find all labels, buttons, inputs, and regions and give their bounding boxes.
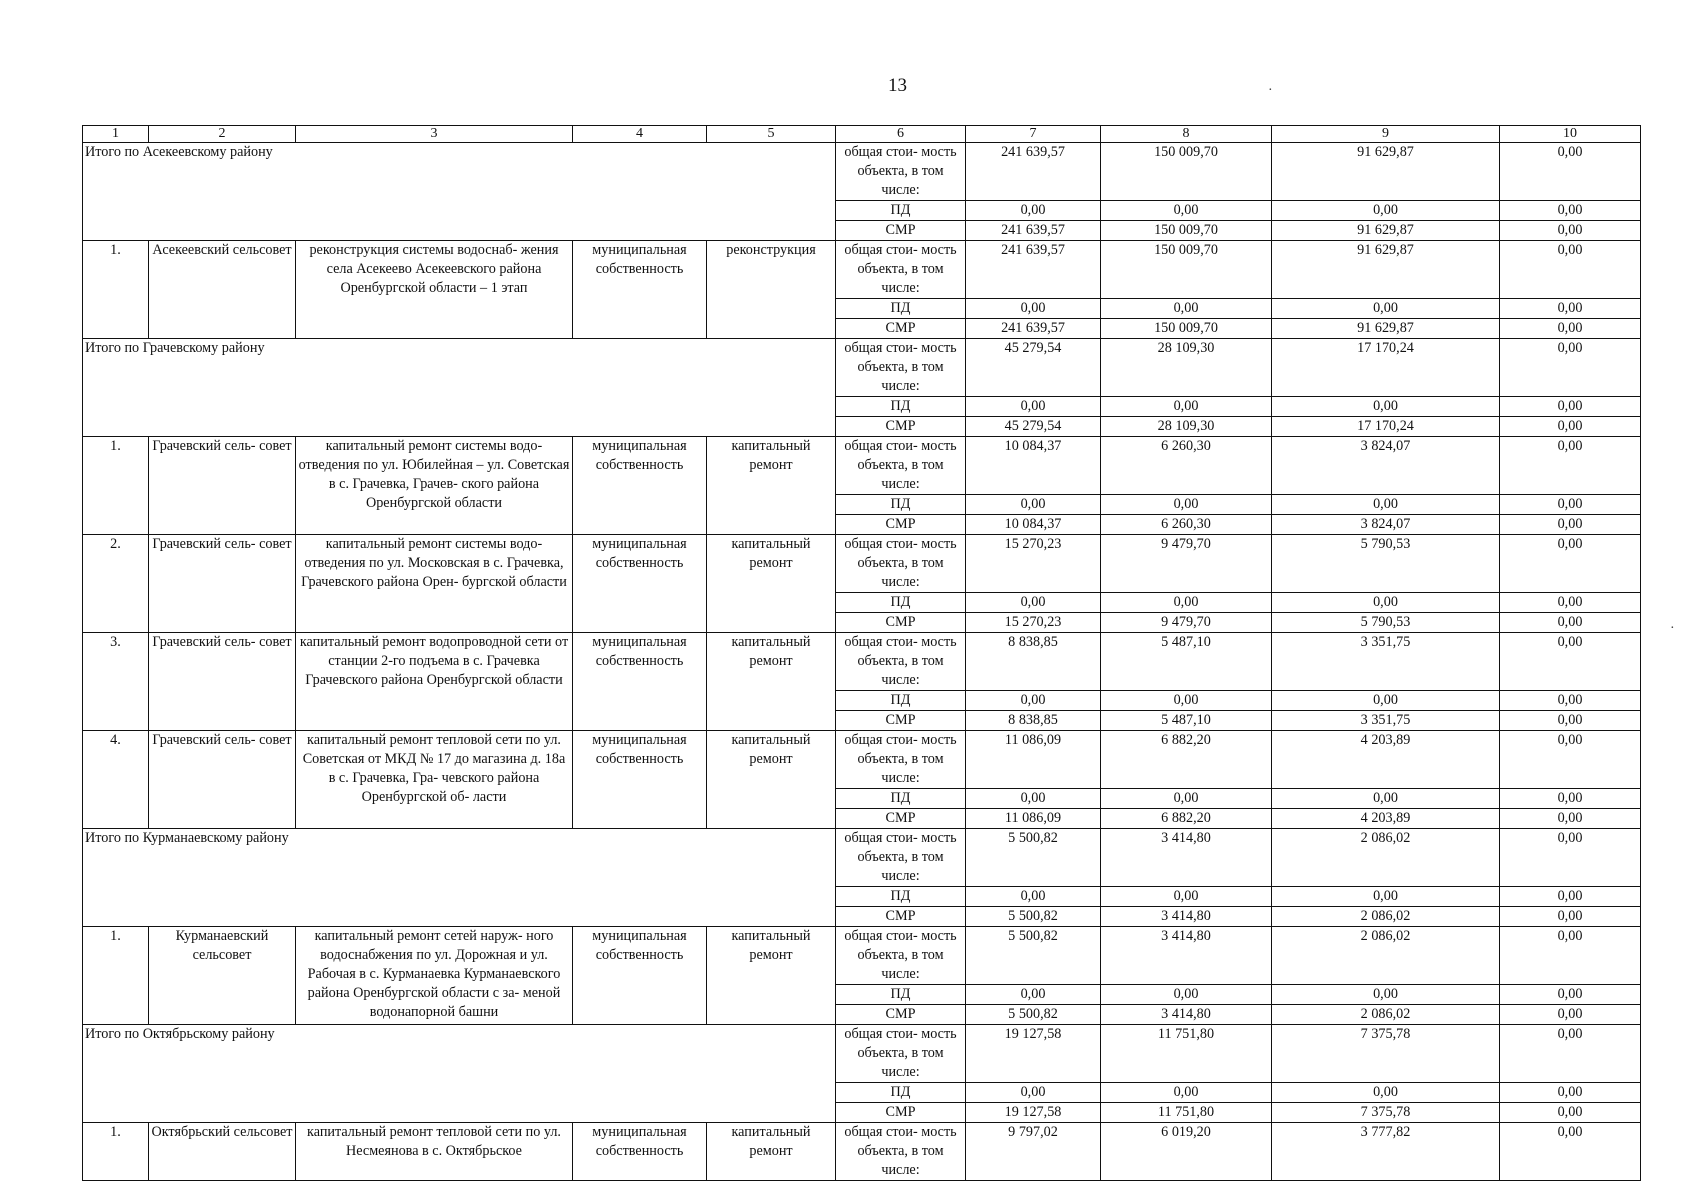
amount-cell: 9 479,70 [1101, 613, 1272, 633]
amount-cell: 45 279,54 [966, 417, 1101, 437]
design-label: ПД [836, 887, 966, 907]
amount-cell: 5 500,82 [966, 907, 1101, 927]
amount-cell: 91 629,87 [1272, 143, 1500, 201]
amount-cell: 91 629,87 [1272, 319, 1500, 339]
amount-cell: 6 260,30 [1101, 515, 1272, 535]
district-total-label: Итого по Асекеевскому району [83, 143, 836, 241]
construction-label: СМР [836, 711, 966, 731]
total-cost-label: общая стои- мость объекта, в том числе: [836, 927, 966, 985]
amount-cell: 241 639,57 [966, 221, 1101, 241]
work-type: реконструкция [707, 241, 836, 339]
column-number: 8 [1101, 126, 1272, 143]
district-total-label: Итого по Курманаевскому району [83, 829, 836, 927]
amount-cell: 17 170,24 [1272, 417, 1500, 437]
amount-cell: 0,00 [1101, 299, 1272, 319]
column-number: 4 [573, 126, 707, 143]
amount-cell: 6 019,20 [1101, 1123, 1272, 1181]
ownership-type: муниципальная собственность [573, 535, 707, 633]
amount-cell: 3 824,07 [1272, 437, 1500, 495]
amount-cell: 0,00 [1500, 143, 1641, 201]
amount-cell: 0,00 [966, 593, 1101, 613]
total-cost-label: общая стои- мость объекта, в том числе: [836, 143, 966, 201]
amount-cell: 0,00 [1500, 515, 1641, 535]
amount-cell: 5 790,53 [1272, 613, 1500, 633]
amount-cell: 11 751,80 [1101, 1103, 1272, 1123]
amount-cell: 0,00 [1500, 1005, 1641, 1025]
construction-label: СМР [836, 1005, 966, 1025]
amount-cell: 9 479,70 [1101, 535, 1272, 593]
total-cost-label: общая стои- мость объекта, в том числе: [836, 339, 966, 397]
amount-cell: 0,00 [1500, 907, 1641, 927]
project-row [83, 1123, 1641, 1181]
project-description: капитальный ремонт водопроводной сети от станции 2-го подъема в с. Грачевка Грачевского района Оренбургской области [296, 633, 573, 731]
district-total-row [83, 1025, 1641, 1083]
column-number: 2 [149, 126, 296, 143]
design-label: ПД [836, 789, 966, 809]
district-total-row [83, 829, 1641, 887]
total-cost-label: общая стои- мость объекта, в том числе: [836, 535, 966, 593]
amount-cell: 2 086,02 [1272, 1005, 1500, 1025]
amount-cell: 0,00 [966, 299, 1101, 319]
project-description: капитальный ремонт сетей наруж- ного водоснабжения по ул. Дорожная и ул. Рабочая в с. Курманаевка Курманаевского района Оренбургской области с за- меной водонапорной башни [296, 927, 573, 1025]
amount-cell: 6 882,20 [1101, 809, 1272, 829]
amount-cell: 0,00 [1500, 437, 1641, 495]
amount-cell: 3 351,75 [1272, 711, 1500, 731]
ownership-type: муниципальная собственность [573, 241, 707, 339]
municipality-name: Грачевский сель- совет [149, 731, 296, 829]
municipality-name: Октябрьский сельсовет [149, 1123, 296, 1181]
project-description: капитальный ремонт тепловой сети по ул. Советская от МКД № 17 до магазина д. 18а в с. Грачевка, Гра- чевского района Оренбургской об- ласти [296, 731, 573, 829]
project-row [83, 731, 1641, 789]
design-label: ПД [836, 985, 966, 1005]
construction-label: СМР [836, 319, 966, 339]
amount-cell: 0,00 [1272, 887, 1500, 907]
amount-cell: 150 009,70 [1101, 241, 1272, 299]
amount-cell: 0,00 [1272, 495, 1500, 515]
project-description: капитальный ремонт тепловой сети по ул. Несмеянова в с. Октябрьское [296, 1123, 573, 1181]
amount-cell: 28 109,30 [1101, 417, 1272, 437]
district-total-row [83, 339, 1641, 397]
amount-cell: 0,00 [1500, 887, 1641, 907]
design-label: ПД [836, 201, 966, 221]
amount-cell: 0,00 [1500, 985, 1641, 1005]
scan-mark: · [1268, 83, 1273, 98]
design-label: ПД [836, 397, 966, 417]
amount-cell: 0,00 [1500, 829, 1641, 887]
scan-mark: · [1670, 621, 1675, 636]
amount-cell: 0,00 [1272, 397, 1500, 417]
amount-cell: 0,00 [1500, 221, 1641, 241]
column-number: 6 [836, 126, 966, 143]
project-row [83, 535, 1641, 593]
district-total-label: Итого по Октябрьскому району [83, 1025, 836, 1123]
page-number: 13 [888, 75, 907, 96]
column-number: 9 [1272, 126, 1500, 143]
amount-cell: 0,00 [966, 397, 1101, 417]
work-type: капитальный ремонт [707, 731, 836, 829]
column-number-row [83, 126, 1641, 143]
amount-cell: 150 009,70 [1101, 143, 1272, 201]
amount-cell: 3 824,07 [1272, 515, 1500, 535]
amount-cell: 5 500,82 [966, 829, 1101, 887]
amount-cell: 0,00 [1272, 201, 1500, 221]
amount-cell: 15 270,23 [966, 535, 1101, 593]
amount-cell: 0,00 [1500, 1083, 1641, 1103]
design-label: ПД [836, 495, 966, 515]
amount-cell: 0,00 [1101, 887, 1272, 907]
amount-cell: 0,00 [1500, 691, 1641, 711]
amount-cell: 45 279,54 [966, 339, 1101, 397]
amount-cell: 4 203,89 [1272, 809, 1500, 829]
amount-cell: 150 009,70 [1101, 319, 1272, 339]
total-cost-label: общая стои- мость объекта, в том числе: [836, 1025, 966, 1083]
municipality-name: Грачевский сель- совет [149, 437, 296, 535]
amount-cell: 0,00 [1500, 495, 1641, 515]
amount-cell: 0,00 [1500, 319, 1641, 339]
item-number: 1. [83, 927, 149, 1025]
amount-cell: 0,00 [1500, 417, 1641, 437]
amount-cell: 0,00 [966, 985, 1101, 1005]
amount-cell: 241 639,57 [966, 143, 1101, 201]
amount-cell: 19 127,58 [966, 1103, 1101, 1123]
amount-cell: 2 086,02 [1272, 829, 1500, 887]
design-label: ПД [836, 1083, 966, 1103]
amount-cell: 0,00 [1500, 711, 1641, 731]
amount-cell: 91 629,87 [1272, 221, 1500, 241]
amount-cell: 0,00 [1500, 613, 1641, 633]
amount-cell: 0,00 [1500, 809, 1641, 829]
amount-cell: 7 375,78 [1272, 1103, 1500, 1123]
amount-cell: 3 351,75 [1272, 633, 1500, 691]
amount-cell: 28 109,30 [1101, 339, 1272, 397]
amount-cell: 0,00 [1101, 985, 1272, 1005]
column-number: 7 [966, 126, 1101, 143]
construction-label: СМР [836, 417, 966, 437]
amount-cell: 0,00 [1500, 241, 1641, 299]
amount-cell: 0,00 [1500, 339, 1641, 397]
design-label: ПД [836, 593, 966, 613]
amount-cell: 0,00 [1101, 691, 1272, 711]
amount-cell: 0,00 [1272, 1083, 1500, 1103]
amount-cell: 0,00 [966, 201, 1101, 221]
ownership-type: муниципальная собственность [573, 437, 707, 535]
column-number: 5 [707, 126, 836, 143]
total-cost-label: общая стои- мость объекта, в том числе: [836, 829, 966, 887]
amount-cell: 91 629,87 [1272, 241, 1500, 299]
amount-cell: 5 500,82 [966, 927, 1101, 985]
item-number: 3. [83, 633, 149, 731]
amount-cell: 0,00 [1500, 593, 1641, 613]
amount-cell: 0,00 [1272, 593, 1500, 613]
item-number: 4. [83, 731, 149, 829]
column-number: 1 [83, 126, 149, 143]
project-row [83, 927, 1641, 985]
amount-cell: 0,00 [1500, 927, 1641, 985]
construction-label: СМР [836, 809, 966, 829]
amount-cell: 0,00 [1500, 1103, 1641, 1123]
amount-cell: 0,00 [966, 691, 1101, 711]
amount-cell: 9 797,02 [966, 1123, 1101, 1181]
work-type: капитальный ремонт [707, 535, 836, 633]
district-total-row [83, 143, 1641, 201]
project-row [83, 241, 1641, 299]
total-cost-label: общая стои- мость объекта, в том числе: [836, 731, 966, 789]
item-number: 2. [83, 535, 149, 633]
total-cost-label: общая стои- мость объекта, в том числе: [836, 633, 966, 691]
amount-cell: 0,00 [1500, 397, 1641, 417]
work-type: капитальный ремонт [707, 927, 836, 1025]
amount-cell: 8 838,85 [966, 711, 1101, 731]
construction-label: СМР [836, 1103, 966, 1123]
amount-cell: 6 260,30 [1101, 437, 1272, 495]
amount-cell: 0,00 [1272, 299, 1500, 319]
municipality-name: Грачевский сель- совет [149, 633, 296, 731]
amount-cell: 0,00 [1500, 633, 1641, 691]
municipality-name: Асекеевский сельсовет [149, 241, 296, 339]
amount-cell: 2 086,02 [1272, 927, 1500, 985]
amount-cell: 241 639,57 [966, 241, 1101, 299]
amount-cell: 0,00 [966, 495, 1101, 515]
amount-cell: 3 414,80 [1101, 907, 1272, 927]
item-number: 1. [83, 437, 149, 535]
amount-cell: 2 086,02 [1272, 907, 1500, 927]
amount-cell: 5 487,10 [1101, 711, 1272, 731]
amount-cell: 11 086,09 [966, 731, 1101, 789]
amount-cell: 0,00 [1101, 495, 1272, 515]
amount-cell: 0,00 [1272, 789, 1500, 809]
amount-cell: 3 414,80 [1101, 829, 1272, 887]
project-row [83, 437, 1641, 495]
amount-cell: 8 838,85 [966, 633, 1101, 691]
amount-cell: 0,00 [1101, 201, 1272, 221]
amount-cell: 5 500,82 [966, 1005, 1101, 1025]
total-cost-label: общая стои- мость объекта, в том числе: [836, 1123, 966, 1181]
amount-cell: 6 882,20 [1101, 731, 1272, 789]
project-description: капитальный ремонт системы водо- отведения по ул. Московская в с. Грачевка, Грачевского района Орен- бургской области [296, 535, 573, 633]
ownership-type: муниципальная собственность [573, 1123, 707, 1181]
amount-cell: 0,00 [1500, 789, 1641, 809]
design-label: ПД [836, 691, 966, 711]
amount-cell: 5 790,53 [1272, 535, 1500, 593]
project-description: реконструкция системы водоснаб- жения села Асекеево Асекеевского района Оренбургской области – 1 этап [296, 241, 573, 339]
item-number: 1. [83, 1123, 149, 1181]
amount-cell: 10 084,37 [966, 437, 1101, 495]
total-cost-label: общая стои- мость объекта, в том числе: [836, 437, 966, 495]
amount-cell: 0,00 [966, 1083, 1101, 1103]
construction-label: СМР [836, 907, 966, 927]
amount-cell: 3 414,80 [1101, 1005, 1272, 1025]
amount-cell: 0,00 [1101, 1083, 1272, 1103]
amount-cell: 5 487,10 [1101, 633, 1272, 691]
amount-cell: 0,00 [966, 789, 1101, 809]
construction-label: СМР [836, 515, 966, 535]
amount-cell: 0,00 [1500, 299, 1641, 319]
ownership-type: муниципальная собственность [573, 927, 707, 1025]
amount-cell: 0,00 [1500, 1123, 1641, 1181]
column-number: 3 [296, 126, 573, 143]
ownership-type: муниципальная собственность [573, 731, 707, 829]
item-number: 1. [83, 241, 149, 339]
budget-table [82, 125, 1641, 1181]
ownership-type: муниципальная собственность [573, 633, 707, 731]
amount-cell: 0,00 [1272, 691, 1500, 711]
amount-cell: 3 414,80 [1101, 927, 1272, 985]
amount-cell: 15 270,23 [966, 613, 1101, 633]
municipality-name: Грачевский сель- совет [149, 535, 296, 633]
project-description: капитальный ремонт системы водо- отведения по ул. Юбилейная – ул. Советская в с. Грачевка, Грачев- ского района Оренбургской области [296, 437, 573, 535]
amount-cell: 11 086,09 [966, 809, 1101, 829]
amount-cell: 0,00 [1272, 985, 1500, 1005]
total-cost-label: общая стои- мость объекта, в том числе: [836, 241, 966, 299]
amount-cell: 3 777,82 [1272, 1123, 1500, 1181]
construction-label: СМР [836, 221, 966, 241]
amount-cell: 0,00 [1101, 789, 1272, 809]
amount-cell: 241 639,57 [966, 319, 1101, 339]
amount-cell: 0,00 [1500, 1025, 1641, 1083]
amount-cell: 10 084,37 [966, 515, 1101, 535]
amount-cell: 0,00 [1500, 201, 1641, 221]
amount-cell: 19 127,58 [966, 1025, 1101, 1083]
amount-cell: 0,00 [1500, 731, 1641, 789]
work-type: капитальный ремонт [707, 633, 836, 731]
amount-cell: 0,00 [1101, 593, 1272, 613]
work-type: капитальный ремонт [707, 1123, 836, 1181]
amount-cell: 0,00 [966, 887, 1101, 907]
design-label: ПД [836, 299, 966, 319]
district-total-label: Итого по Грачевскому району [83, 339, 836, 437]
municipality-name: Курманаевский сельсовет [149, 927, 296, 1025]
amount-cell: 11 751,80 [1101, 1025, 1272, 1083]
amount-cell: 0,00 [1500, 535, 1641, 593]
amount-cell: 17 170,24 [1272, 339, 1500, 397]
work-type: капитальный ремонт [707, 437, 836, 535]
project-row [83, 633, 1641, 691]
column-number: 10 [1500, 126, 1641, 143]
construction-label: СМР [836, 613, 966, 633]
amount-cell: 4 203,89 [1272, 731, 1500, 789]
amount-cell: 150 009,70 [1101, 221, 1272, 241]
amount-cell: 0,00 [1101, 397, 1272, 417]
amount-cell: 7 375,78 [1272, 1025, 1500, 1083]
